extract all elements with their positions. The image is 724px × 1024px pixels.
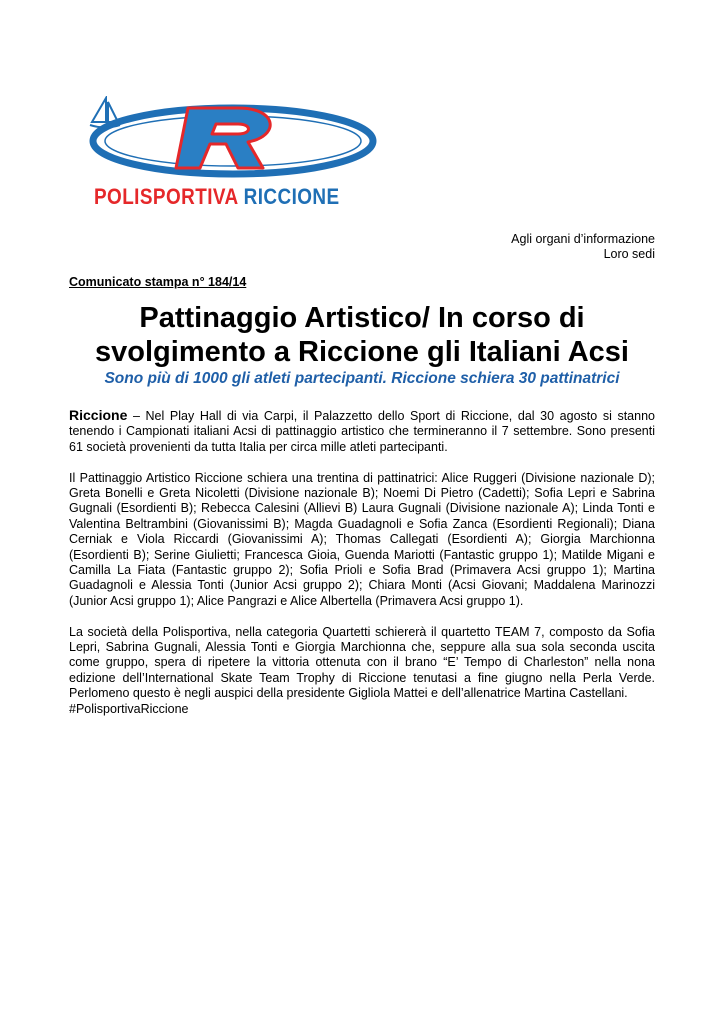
polisportiva-riccione-logo: [88, 96, 378, 216]
recipients-line-2: Loro sedi: [603, 247, 655, 261]
paragraph-1-text: – Nel Play Hall di via Carpi, il Palazzetto dello Sport di Riccione, dal 30 agosto si stanno tenendo i Campionati italiani Acsi di pattinaggio artistico che termineranno il 7 settembre. Sono presenti 61 società provenienti da tutta Italia per circa mille atleti partecipanti.: [69, 409, 655, 454]
press-release-number: Comunicato stampa n° 184/14: [69, 275, 247, 289]
hashtag: #PolisportivaRiccione: [69, 701, 189, 716]
document-title: [60, 301, 664, 369]
recipients-block: [511, 232, 655, 262]
dateline-place: Riccione: [69, 407, 128, 423]
logo-wordmark: [94, 184, 340, 210]
paragraph-3: La società della Polisportiva, nella categoria Quartetti schiererà il quartetto TEAM 7, composto da Sofia Lepri, Sabrina Gugnali, Alessia Tonti e Giorgia Marchionna che, seppure alla sua sola seconda uscita come gruppo, spera di ripetere la vittoria ottenuta con il brano “E’ Tempo di Charleston” nella nona edizione dell’International Skate Team Trophy di Riccione tenutasi a fine giugno nella Perla Verde. Perlomeno questo è negli auspici della presidente Gigliola Mattei e dell’allenatrice Martina Castellani.: [69, 624, 655, 701]
title-line-1: Pattinaggio Artistico/ In corso di: [139, 302, 585, 334]
document-body: [69, 408, 655, 717]
document-subtitle: Sono più di 1000 gli atleti partecipanti. Riccione schiera 30 pattinatrici: [104, 370, 620, 387]
logo-emblem: [88, 96, 378, 186]
sailboat-icon: [88, 96, 122, 130]
logo-word-riccione: RICCIONE: [243, 184, 340, 209]
title-line-2: svolgimento a Riccione gli Italiani Acsi: [95, 336, 629, 368]
recipients-line-1: Agli organi d’informazione: [511, 232, 655, 246]
logo-word-polisportiva: POLISPORTIVA: [94, 184, 238, 209]
paragraph-1: [69, 408, 655, 455]
paragraph-2: Il Pattinaggio Artistico Riccione schiera una trentina di pattinatrici: Alice Ruggeri (Divisione nazionale D); Greta Bonelli e Greta Nicoletti (Divisione nazionale B); Noemi Di Pietro (Cadetti); Sofia Lepri e Sabrina Gugnali (Esordienti B); Rebecca Calesini (Allievi B) Laura Gugnali (Divisione nazionale A); Linda Tonti e Valentina Beltrambini (Giovanissimi B); Magda Guadagnoli e Sofia Zanca (Esordienti Regionali); Diana Cerniak e Viola Riccardi (Giovanissimi A); Thomas Callegati (Esordienti A); Giorgia Marchionna (Esordienti B); Serine Giulietti; Francesca Gioia, Guenda Mariotti (Fantastic gruppo 1); Matilde Migani e Camilla La Fiata (Fantastic gruppo 2); Sofia Prioli e Sofia Brad (Primavera Acsi gruppo 1); Martina Guadagnoli e Alessia Tonti (Junior Acsi gruppo 2); Chiara Monti (Acsi Giovani; Maddalena Marinozzi (Junior Acsi gruppo 1); Alice Pangrazi e Alice Albertella (Primavera Acsi gruppo 1).: [69, 470, 655, 608]
